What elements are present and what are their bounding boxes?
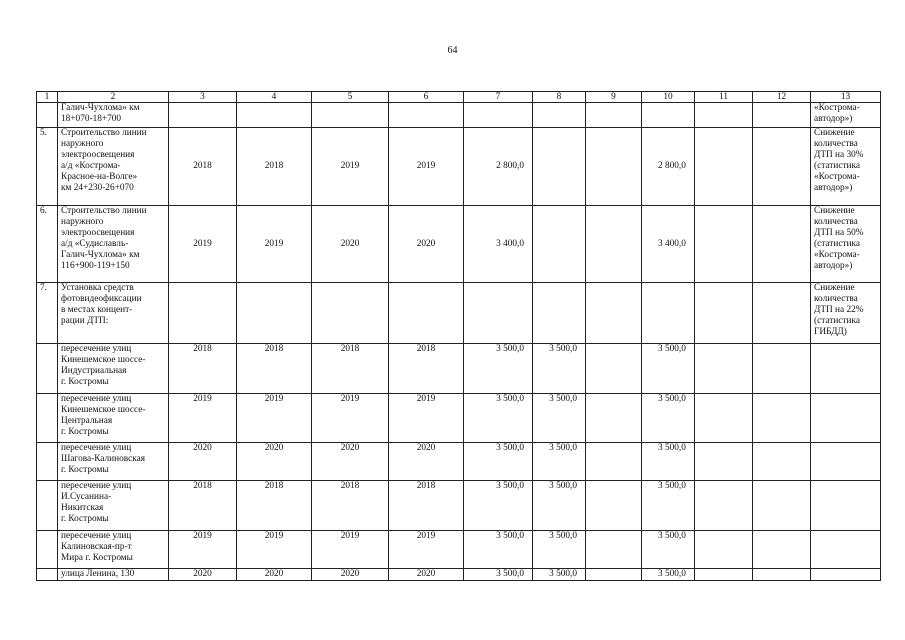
cell bbox=[811, 443, 881, 481]
table-row bbox=[37, 283, 881, 344]
cell-amount: 3 500,0 bbox=[533, 569, 586, 581]
row-number bbox=[37, 481, 58, 531]
cell bbox=[533, 103, 586, 128]
cell-amount: 3 500,0 bbox=[642, 443, 695, 481]
cell-amount: 3 500,0 bbox=[642, 569, 695, 581]
cell bbox=[312, 103, 389, 128]
cell bbox=[695, 344, 753, 394]
cell bbox=[753, 344, 811, 394]
cell bbox=[695, 569, 753, 581]
header-cell: 7 bbox=[464, 92, 533, 103]
cell-year: 2020 bbox=[169, 569, 237, 581]
cell bbox=[811, 344, 881, 394]
cell bbox=[312, 283, 389, 344]
cell-year: 2019 bbox=[237, 394, 312, 443]
cell bbox=[464, 103, 533, 128]
cell-year: 2019 bbox=[169, 531, 237, 569]
header-cell: 1 bbox=[37, 92, 58, 103]
header-cell: 4 bbox=[237, 92, 312, 103]
cell bbox=[695, 481, 753, 531]
cell bbox=[642, 103, 695, 128]
table-row bbox=[37, 569, 881, 581]
cell bbox=[753, 531, 811, 569]
cell bbox=[237, 103, 312, 128]
row-name: Строительство линии наружного электроосвещения а/д «Кострома- Красное-на-Волге» км 24+230-26+070 bbox=[58, 128, 169, 206]
cell bbox=[695, 128, 753, 206]
cell-year: 2019 bbox=[389, 394, 464, 443]
cell bbox=[753, 128, 811, 206]
cell bbox=[753, 283, 811, 344]
cell bbox=[169, 283, 237, 344]
cell-year: 2020 bbox=[389, 206, 464, 283]
cell-amount: 3 500,0 bbox=[464, 443, 533, 481]
cell bbox=[753, 103, 811, 128]
program-table bbox=[36, 91, 881, 581]
cell-year: 2018 bbox=[312, 481, 389, 531]
cell-amount: 3 500,0 bbox=[642, 531, 695, 569]
table-row bbox=[37, 443, 881, 481]
row-number: 6. bbox=[37, 206, 58, 283]
row-number bbox=[37, 394, 58, 443]
cell bbox=[753, 206, 811, 283]
cell-amount: 3 500,0 bbox=[642, 481, 695, 531]
cell-amount: 3 500,0 bbox=[533, 443, 586, 481]
cell bbox=[753, 569, 811, 581]
row-number: 7. bbox=[37, 283, 58, 344]
cell bbox=[811, 531, 881, 569]
row-number bbox=[37, 103, 58, 128]
cell bbox=[586, 531, 642, 569]
row-name: пересечение улиц И.Сусанина- Никитская г. Костромы bbox=[58, 481, 169, 531]
row-name: Галич-Чухлома» км 18+070-18+700 bbox=[58, 103, 169, 128]
table-row bbox=[37, 128, 881, 206]
row-result: «Кострома- автодор») bbox=[811, 103, 881, 128]
cell-year: 2019 bbox=[169, 206, 237, 283]
cell-year: 2018 bbox=[389, 481, 464, 531]
table-row bbox=[37, 531, 881, 569]
cell bbox=[586, 283, 642, 344]
row-name: Установка средств фотовидеофиксации в местах концент- рации ДТП: bbox=[58, 283, 169, 344]
header-cell: 5 bbox=[312, 92, 389, 103]
cell bbox=[695, 394, 753, 443]
cell bbox=[237, 283, 312, 344]
cell-year: 2019 bbox=[312, 394, 389, 443]
cell bbox=[695, 206, 753, 283]
header-cell: 9 bbox=[586, 92, 642, 103]
cell-amount: 3 500,0 bbox=[642, 344, 695, 394]
cell bbox=[533, 206, 586, 283]
cell bbox=[753, 394, 811, 443]
cell-amount: 3 500,0 bbox=[533, 394, 586, 443]
cell-amount: 3 500,0 bbox=[642, 394, 695, 443]
header-cell: 12 bbox=[753, 92, 811, 103]
cell-year: 2019 bbox=[169, 394, 237, 443]
row-name: пересечение улиц Шагова-Калиновская г. Костромы bbox=[58, 443, 169, 481]
table-row bbox=[37, 103, 881, 128]
table-row bbox=[37, 481, 881, 531]
header-cell: 6 bbox=[389, 92, 464, 103]
cell bbox=[389, 103, 464, 128]
cell bbox=[642, 283, 695, 344]
row-number: 5. bbox=[37, 128, 58, 206]
row-result: Снижение количества ДТП на 50% (статистика «Кострома- автодор») bbox=[811, 206, 881, 283]
cell-amount: 3 400,0 bbox=[642, 206, 695, 283]
cell bbox=[695, 531, 753, 569]
cell bbox=[533, 283, 586, 344]
cell bbox=[753, 481, 811, 531]
table-row bbox=[37, 394, 881, 443]
cell-amount: 3 500,0 bbox=[533, 344, 586, 394]
header-cell: 2 bbox=[58, 92, 169, 103]
cell bbox=[811, 481, 881, 531]
cell-year: 2019 bbox=[389, 531, 464, 569]
cell-year: 2018 bbox=[169, 128, 237, 206]
cell-year: 2019 bbox=[389, 128, 464, 206]
cell bbox=[753, 443, 811, 481]
cell-year: 2018 bbox=[237, 481, 312, 531]
row-name: улица Ленина, 130 bbox=[58, 569, 169, 581]
cell bbox=[464, 283, 533, 344]
cell-amount: 3 500,0 bbox=[533, 531, 586, 569]
header-row bbox=[37, 92, 881, 103]
cell bbox=[811, 394, 881, 443]
cell-year: 2018 bbox=[237, 128, 312, 206]
cell-year: 2018 bbox=[169, 481, 237, 531]
cell-year: 2020 bbox=[237, 569, 312, 581]
page-number: 64 bbox=[447, 45, 458, 56]
row-number bbox=[37, 569, 58, 581]
cell bbox=[586, 394, 642, 443]
cell bbox=[586, 569, 642, 581]
cell-year: 2018 bbox=[389, 344, 464, 394]
cell-amount: 2 800,0 bbox=[464, 128, 533, 206]
cell-amount: 3 500,0 bbox=[464, 481, 533, 531]
cell-year: 2020 bbox=[312, 443, 389, 481]
cell-year: 2020 bbox=[312, 569, 389, 581]
header-cell: 13 bbox=[811, 92, 881, 103]
cell-amount: 3 500,0 bbox=[464, 394, 533, 443]
cell-year: 2018 bbox=[237, 344, 312, 394]
row-name: пересечение улиц Калиновская-пр-т Мира г. Костромы bbox=[58, 531, 169, 569]
row-result: Снижение количества ДТП на 22% (статистика ГИБДД) bbox=[811, 283, 881, 344]
table-row bbox=[37, 206, 881, 283]
row-number bbox=[37, 344, 58, 394]
cell bbox=[586, 443, 642, 481]
cell bbox=[586, 344, 642, 394]
cell-year: 2019 bbox=[237, 531, 312, 569]
cell-year: 2020 bbox=[312, 206, 389, 283]
cell-year: 2020 bbox=[237, 443, 312, 481]
cell-year: 2020 bbox=[169, 443, 237, 481]
cell bbox=[586, 128, 642, 206]
row-number bbox=[37, 531, 58, 569]
cell bbox=[533, 128, 586, 206]
cell bbox=[695, 443, 753, 481]
cell-amount: 3 400,0 bbox=[464, 206, 533, 283]
cell-year: 2018 bbox=[169, 344, 237, 394]
cell-year: 2020 bbox=[389, 569, 464, 581]
row-name: Строительство линии наружного электроосвещения а/д «Судиславль- Галич-Чухлома» км 116+900-119+150 bbox=[58, 206, 169, 283]
cell-amount: 3 500,0 bbox=[464, 569, 533, 581]
cell-year: 2020 bbox=[389, 443, 464, 481]
cell-amount: 3 500,0 bbox=[464, 344, 533, 394]
cell-amount: 3 500,0 bbox=[533, 481, 586, 531]
cell-year: 2019 bbox=[312, 531, 389, 569]
cell bbox=[169, 103, 237, 128]
cell-year: 2018 bbox=[312, 344, 389, 394]
cell bbox=[389, 283, 464, 344]
cell bbox=[811, 569, 881, 581]
table-row bbox=[37, 344, 881, 394]
cell bbox=[695, 283, 753, 344]
cell-amount: 2 800,0 bbox=[642, 128, 695, 206]
row-name: пересечение улиц Кинешемское шоссе- Центральная г. Костромы bbox=[58, 394, 169, 443]
cell bbox=[586, 206, 642, 283]
row-result: Снижение количества ДТП на 30% (статистика «Кострома- автодор») bbox=[811, 128, 881, 206]
cell bbox=[586, 103, 642, 128]
header-cell: 8 bbox=[533, 92, 586, 103]
row-number bbox=[37, 443, 58, 481]
row-name: пересечение улиц Кинешемское шоссе- Индустриальная г. Костромы bbox=[58, 344, 169, 394]
cell bbox=[695, 103, 753, 128]
cell-year: 2019 bbox=[237, 206, 312, 283]
cell bbox=[586, 481, 642, 531]
cell-year: 2019 bbox=[312, 128, 389, 206]
cell-amount: 3 500,0 bbox=[464, 531, 533, 569]
header-cell: 10 bbox=[642, 92, 695, 103]
header-cell: 11 bbox=[695, 92, 753, 103]
header-cell: 3 bbox=[169, 92, 237, 103]
